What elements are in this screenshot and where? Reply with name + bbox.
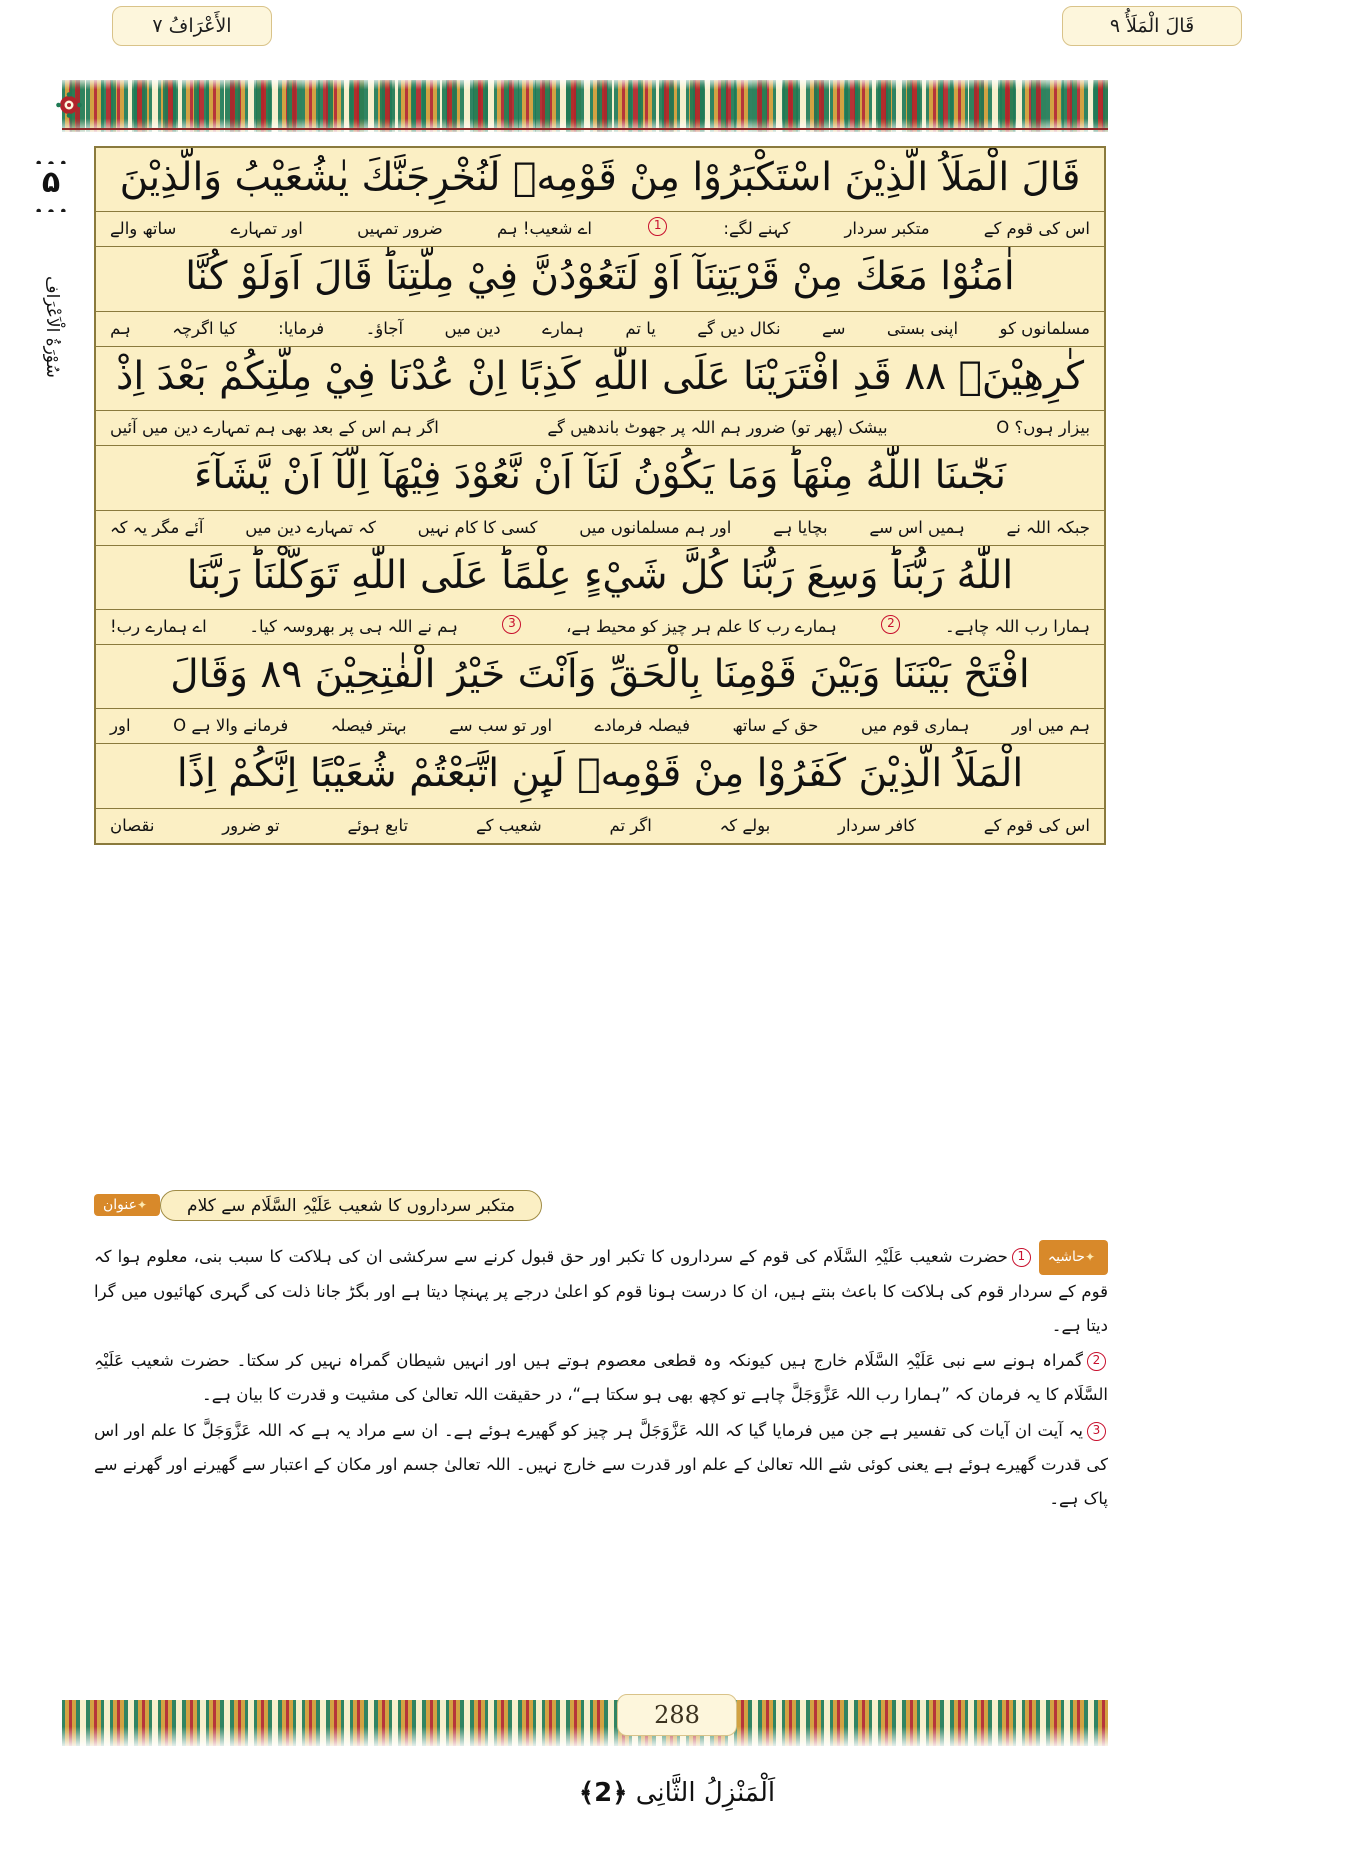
footnote-number[interactable]: 1 xyxy=(1012,1248,1031,1267)
translation-segment: ہم میں اور xyxy=(1011,716,1090,736)
translation-segment: بولے کہ xyxy=(719,815,771,835)
translation-segment: اس کی قوم کے xyxy=(983,815,1090,835)
translation-segment: ہمارے xyxy=(542,318,584,338)
hashiya-footnotes xyxy=(94,1240,1108,1518)
star-icon: ✦ xyxy=(1084,1250,1095,1265)
mushaf-text-block xyxy=(94,146,1106,845)
translation-segment: اگر تم xyxy=(609,815,652,835)
translation-segment: ہماری قوم میں xyxy=(860,716,970,736)
header-ornament-teeth xyxy=(62,80,1108,132)
unwan-bar xyxy=(94,1188,1106,1222)
footnote-text: یہ آیت ان آیات کی تفسیر ہے جن میں فرمایا گیا کہ اللہ عَزَّوَجَلَّ ہر چیز کو گھیرے ہوئے ہے۔ ان سے مراد یہ ہے کہ اللہ عَزَّوَجَلَّ کا علم اور اس کی قدرت گھیرے ہوئے ہے یعنی کوئی شے اللہ تعالیٰ کے علم اور قدرت سے خارج نہیں۔ اللہ تعالیٰ جسم اور مکان کے اعتبار سے گھیرنے اور گھرنے سے پاک ہے۔ xyxy=(94,1421,1108,1508)
translation-line xyxy=(96,411,1104,446)
juz-number: ۵ xyxy=(41,165,61,200)
translation-segment: اور xyxy=(110,716,131,736)
translation-segment: آجاؤ۔ xyxy=(365,318,404,338)
surah-name-cartouche: الأَعْرَافُ ٧ xyxy=(112,6,272,46)
ayah-line: قَالَ الْمَلَاُ الَّذِيْنَ اسْتَكْبَرُوْا مِنْ قَوْمِهٖ لَنُخْرِجَنَّكَ يٰشُعَيْبُ وَالَّذِيْنَ xyxy=(96,148,1104,212)
floral-ornament-icon-2 xyxy=(29,202,73,212)
translation-line xyxy=(96,511,1104,546)
translation-segment: اے ہمارے رب! xyxy=(110,617,207,637)
translation-segment: کیا اگرچہ xyxy=(172,318,237,338)
unwan-title: متکبر سرداروں کا شعیب عَلَیْہِ السَّلَام سے کلام xyxy=(160,1190,542,1221)
translation-segment: اور ہم مسلمانوں میں xyxy=(579,517,732,537)
translation-segment: متکبر سردار xyxy=(844,219,930,239)
footnote-marker[interactable]: 2 xyxy=(881,615,900,634)
translation-line xyxy=(96,212,1104,247)
translation-segment: ضرور تمہیں xyxy=(357,219,443,239)
ayah-line: اللّٰهُ رَبُّنَاؕ وَسِعَ رَبُّنَا كُلَّ شَيْءٍ عِلْمًاؕ عَلَى اللّٰهِ تَوَكَّلْنَاؕ رَبَّنَا xyxy=(96,546,1104,610)
translation-segment: جبکہ اللہ نے xyxy=(1006,517,1090,537)
translation-line xyxy=(96,610,1104,645)
translation-segment: ہمیں اس سے xyxy=(869,517,965,537)
translation-segment: بچایا ہے xyxy=(773,517,828,537)
page-number: 288 xyxy=(617,1694,737,1736)
footnote-text: حضرت شعیب عَلَیْہِ السَّلَام کی قوم کے سرداروں کا تکبر اور حق قبول کرنے سے سرکشی ان کی ہلاکت کا سبب بنی، معلوم ہوا کہ قوم کے سردار قوم کی ہلاکت کا باعث بنتے ہیں، ان کا درست ہونا قوم کو اعلیٰ درجے پر پہنچا دیتا ہے اور بگڑ جانا ذلت کی گہری کھائیوں میں گرا دیتا ہے۔ xyxy=(94,1247,1108,1335)
translation-line xyxy=(96,709,1104,744)
hashiya-badge xyxy=(1039,1240,1108,1275)
translation-segment: کافر سردار xyxy=(838,815,916,835)
translation-segment: فیصلہ فرمادے xyxy=(594,716,690,736)
translation-segment: نکال دیں گے xyxy=(697,318,781,338)
translation-segment: مسلمانوں کو xyxy=(999,318,1090,338)
juz-name-cartouche: قَالَ الْمَلَأُ ٩ xyxy=(1062,6,1242,46)
translation-segment: دین میں xyxy=(444,318,501,338)
ayah-line: نَجّٰىنَا اللّٰهُ مِنْهَاؕ وَمَا يَكُوْنُ لَنَآ اَنْ نَّعُوْدَ فِيْهَآ اِلَّآ اَنْ يَّشَآءَ xyxy=(96,446,1104,510)
footnote-paragraph xyxy=(94,1414,1108,1515)
footer-ornament-band xyxy=(62,1700,1108,1746)
translation-segment: نقصان xyxy=(110,815,155,835)
translation-segment: کہنے لگے: xyxy=(723,219,791,239)
manzil-label xyxy=(579,1778,775,1808)
side-margin-juz-marker xyxy=(18,150,84,420)
surah-name-vertical: سُوْرَةُ الْاَعْرَاف xyxy=(41,276,62,378)
translation-segment: ہمارا رب اللہ چاہے۔ xyxy=(945,617,1090,637)
ayah-line: اٰمَنُوْا مَعَكَ مِنْ قَرْيَتِنَآ اَوْ لَتَعُوْدُنَّ فِيْ مِلَّتِنَاؕ قَالَ اَوَلَوْ كُنَّا xyxy=(96,247,1104,311)
ayah-line: كٰرِهِيْنَ۠ ۸۸ قَدِ افْتَرَيْنَا عَلَى اللّٰهِ كَذِبًا اِنْ عُدْنَا فِيْ مِلَّتِكُمْ بَعْدَ اِذْ xyxy=(96,347,1104,411)
translation-line xyxy=(96,312,1104,347)
translation-segment: فرمانے والا ہے O xyxy=(173,716,289,736)
manzil-number: ﴿2﴾ xyxy=(578,1778,628,1808)
translation-segment: بیشک (پھر تو) ضرور ہم اللہ پر جھوٹ باندھیں گے xyxy=(547,418,888,438)
footnote-marker[interactable]: 3 xyxy=(502,615,521,634)
footnote-number[interactable]: 3 xyxy=(1087,1422,1106,1441)
translation-segment: اور تو سب سے xyxy=(449,716,553,736)
translation-segment: ہم نے اللہ ہی پر بھروسہ کیا۔ xyxy=(249,617,458,637)
footnote-text: گمراہ ہونے سے نبی عَلَیْہِ السَّلَام خارج ہیں کیونکہ وہ قطعی معصوم ہوتے ہیں اور انہیں شیطان گمراہ نہیں کر سکتا۔ حضرت شعیب عَلَیْہِ السَّلَام کا یہ فرمان کہ ”ہمارا رب اللہ عَزَّوَجَلَّ چاہے تو کچھ بھی ہو سکتا ہے“، در حقیقت اللہ تعالیٰ کی مشیت و قدرت کا بیان ہے۔ xyxy=(94,1351,1108,1405)
translation-segment: اور تمہارے xyxy=(230,219,303,239)
hashiya-badge-label: حاشیہ xyxy=(1047,1249,1085,1266)
footnote-paragraph xyxy=(94,1240,1108,1342)
translation-segment: اے شعیب! ہم xyxy=(496,219,592,239)
star-icon: ✦ xyxy=(136,1198,148,1212)
translation-segment: اگر ہم اس کے بعد بھی ہم تمہارے دین میں آئیں xyxy=(110,418,439,438)
translation-segment: ہمارے رب کا علم ہر چیز کو محیط ہے، xyxy=(566,617,837,637)
translation-segment: ساتھ والے xyxy=(110,219,177,239)
translation-segment: یا تم xyxy=(625,318,656,338)
translation-segment: فرمایا: xyxy=(278,318,325,338)
floral-medallion-icon xyxy=(56,92,82,118)
translation-segment: کہ تمہارے دین میں xyxy=(245,517,376,537)
unwan-badge-label: عنوان xyxy=(103,1197,137,1213)
translation-segment: حق کے ساتھ xyxy=(732,716,819,736)
translation-segment: آئے مگر یہ کہ xyxy=(110,517,204,537)
translation-segment: بہتر فیصلہ xyxy=(330,716,407,736)
translation-segment: بیزار ہوں؟ O xyxy=(996,418,1090,438)
translation-segment: تو ضرور xyxy=(222,815,280,835)
translation-segment: شعیب کے xyxy=(475,815,542,835)
header-rule xyxy=(62,128,1108,130)
footnote-paragraph xyxy=(94,1344,1108,1412)
translation-segment: ہم xyxy=(110,318,131,338)
floral-ornament-icon xyxy=(29,154,73,164)
footnote-number[interactable]: 2 xyxy=(1087,1352,1106,1371)
translation-segment: سے xyxy=(821,318,846,338)
translation-segment: کسی کا کام نہیں xyxy=(417,517,538,537)
ayah-line: افْتَحْ بَيْنَنَا وَبَيْنَ قَوْمِنَا بِالْحَقِّ وَاَنْتَ خَيْرُ الْفٰتِحِيْنَ ۸۹ وَقَالَ xyxy=(96,645,1104,709)
header-ornament-band xyxy=(62,80,1108,132)
translation-segment: تابع ہوئے xyxy=(347,815,409,835)
manzil-text: اَلْمَنْزِلُ الثَّانِی xyxy=(635,1778,776,1808)
translation-segment: اس کی قوم کے xyxy=(983,219,1090,239)
unwan-badge xyxy=(94,1194,160,1216)
footnote-marker[interactable]: 1 xyxy=(648,217,667,236)
footer-ornament-strip xyxy=(62,1700,1108,1746)
translation-line xyxy=(96,809,1104,843)
ayah-line: الْمَلَاُ الَّذِيْنَ كَفَرُوْا مِنْ قَوْمِهٖ لَىِٕنِ اتَّبَعْتُمْ شُعَيْبًا اِنَّكُمْ اِذًا xyxy=(96,744,1104,808)
translation-segment: اپنی بستی xyxy=(886,318,959,338)
